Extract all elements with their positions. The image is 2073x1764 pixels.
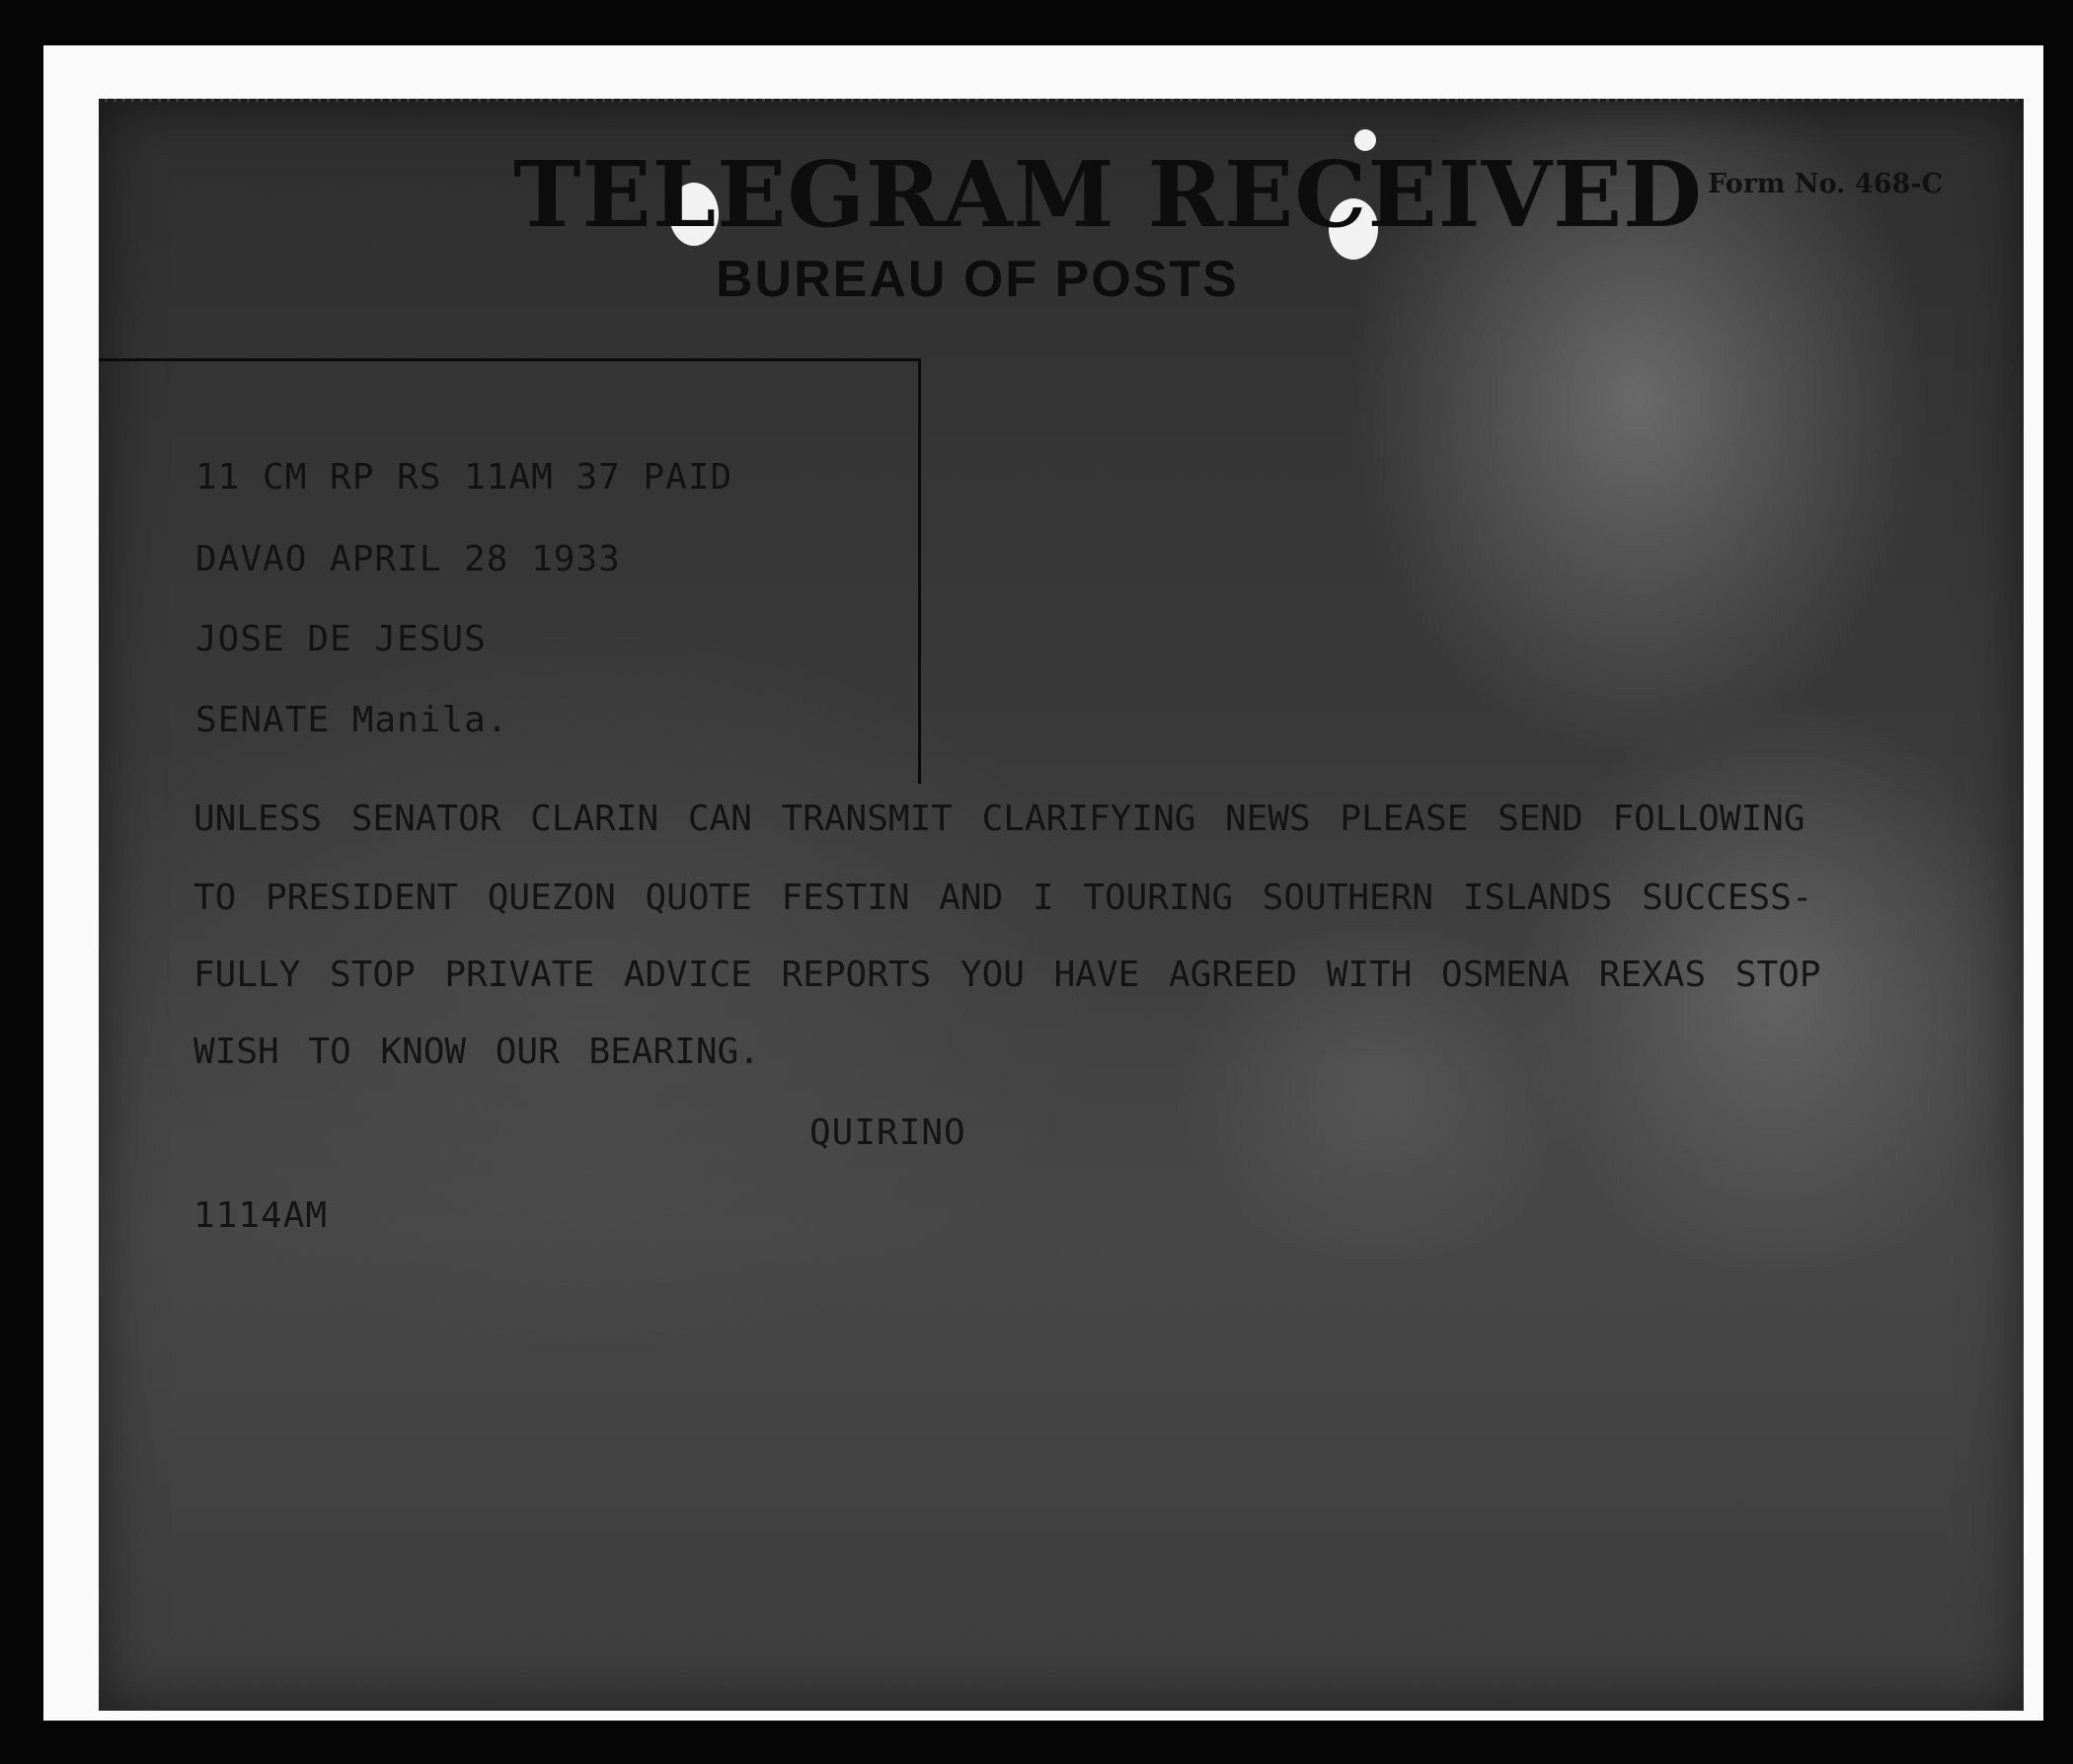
- message-line-3: FULLY STOP PRIVATE ADVICE REPORTS YOU HAVE AGREED WITH OSMENA REXAS STOP: [193, 955, 1821, 995]
- telegram-sheet: [99, 99, 2024, 1711]
- form-subtitle: BUREAU OF POSTS: [716, 251, 1239, 308]
- form-title: TELEGRAM RECEIVED: [513, 141, 1703, 248]
- time-received: 1114AM: [193, 1195, 329, 1236]
- form-number: Form No. 468-C: [1708, 169, 1943, 199]
- transmission-header: 11 CM RP RS 11AM 37 PAID: [195, 457, 733, 498]
- origin-date: DAVAO APRIL 28 1933: [195, 539, 621, 579]
- signature: QUIRINO: [809, 1112, 966, 1153]
- message-line-1: UNLESS SENATOR CLARIN CAN TRANSMIT CLARIFYING NEWS PLEASE SEND FOLLOWING: [193, 799, 1805, 839]
- message-line-4: WISH TO KNOW OUR BEARING.: [193, 1032, 760, 1072]
- recipient-address: SENATE Manila.: [195, 700, 509, 740]
- recipient-name: JOSE DE JESUS: [195, 619, 487, 659]
- message-line-2: TO PRESIDENT QUEZON QUOTE FESTIN AND I TOURING SOUTHERN ISLANDS SUCCESS-: [193, 878, 1813, 918]
